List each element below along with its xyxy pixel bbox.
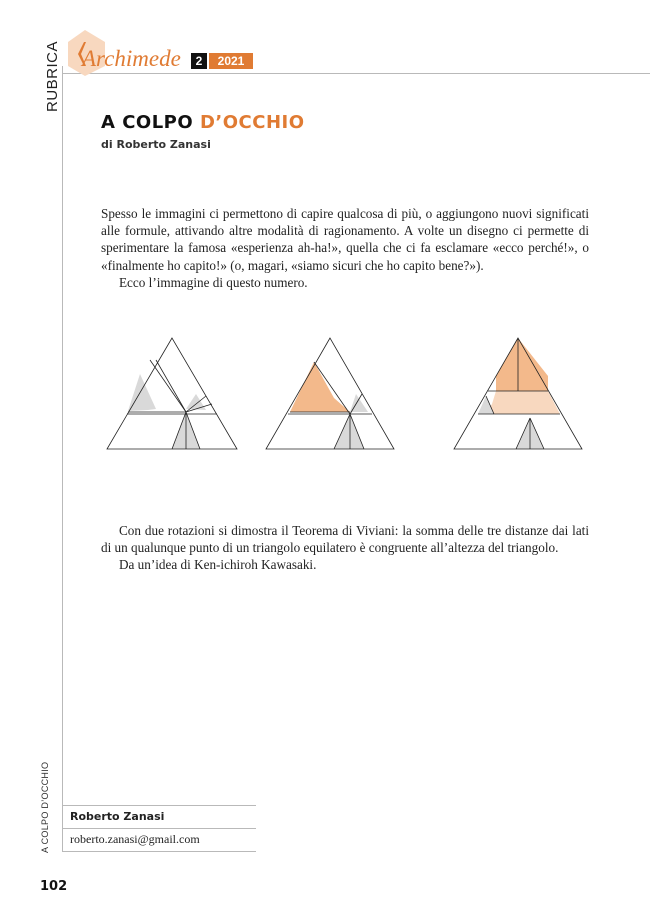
issue-year-badge: 2021 <box>209 53 253 69</box>
intro-paragraph: Spesso le immagini ci permettono di capire qualcosa di più, o aggiungono nuovi significati alle formule, attivando altre modalità di ragionamento. A volte un disegno ci permette di sperimentare la famosa «esperienza ah-ha!», quella che ci fa esclamare «ecco perché!», o «finalmente ho capito!» (o, magari, «siamo sicuri che ho capito bene?»). <box>101 206 589 273</box>
section-label-vertical: A COLPO D’OCCHIO <box>40 761 50 853</box>
article-title <box>101 112 305 133</box>
credit-paragraph: Da un’idea di Ken-ichiroh Kawasaki. <box>119 557 317 573</box>
rubric-label-vertical: RUBRICA <box>44 40 61 112</box>
page-number: 102 <box>40 879 68 894</box>
intro-paragraph-2: Ecco l’immagine di questo numero. <box>119 274 308 290</box>
header-rule <box>62 73 650 74</box>
title-part-2: D’OCCHIO <box>199 112 305 133</box>
viviani-triangles-figure <box>100 336 590 454</box>
triangle-2 <box>266 338 394 449</box>
triangle-1 <box>107 338 237 449</box>
conclusion-paragraph-block <box>101 522 589 574</box>
magazine-name: Archimede <box>82 46 181 71</box>
author-box-bottom-rule <box>62 851 256 852</box>
conclusion-paragraph: Con due rotazioni si dimostra il Teorema di Viviani: la somma delle tre distanze dai lati di un qualunque punto di un triangolo equilatero è congruente all’altezza del triangolo. <box>101 523 589 556</box>
author-box-email: roberto.zanasi@gmail.com <box>70 832 200 846</box>
author-box-top-rule <box>62 805 256 806</box>
triangle-3 <box>454 338 582 449</box>
left-margin-rule <box>62 66 63 851</box>
article-byline: di Roberto Zanasi <box>101 138 211 151</box>
issue-number-badge: 2 <box>191 53 207 69</box>
author-box-name: Roberto Zanasi <box>70 810 165 823</box>
intro-paragraph-block <box>101 205 589 291</box>
title-part-1: A COLPO <box>101 112 194 133</box>
author-box-middle-rule <box>62 828 256 829</box>
